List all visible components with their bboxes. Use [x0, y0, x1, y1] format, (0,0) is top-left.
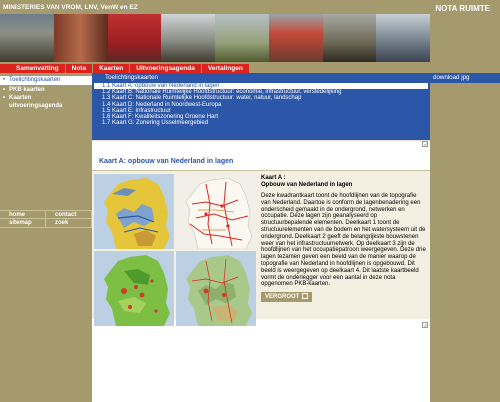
brand-title: NOTA RUIMTE [435, 4, 490, 13]
tab-samenvatting[interactable]: Samenvatting [0, 64, 65, 73]
right-column [430, 73, 500, 402]
map-list-item[interactable]: 1.7 Kaart G: Zonering Usselmeergebied [102, 120, 209, 127]
photo-bridge [376, 14, 430, 62]
map-ondergrond-image [94, 174, 174, 249]
kaart-subtitle: Opbouw van Nederland in lagen [261, 182, 353, 188]
map-occupatie-image [94, 251, 174, 326]
external-window-icon[interactable] [422, 322, 428, 328]
page-title: Kaart A: opbouw van Nederland in lagen [99, 158, 234, 165]
map-list-item[interactable]: 1.6 Kaart F: Kwaliteitszonering Groene Hart [102, 114, 219, 121]
photo-tower [269, 14, 323, 62]
contact-link[interactable]: contact [46, 210, 92, 219]
sidebar [0, 73, 92, 402]
map-list [92, 83, 430, 140]
external-window-icon[interactable] [422, 141, 428, 147]
sidebar-item-label: PKB kaarten [9, 87, 45, 93]
selection-header: Toelichtingskaarten [92, 73, 430, 83]
bottom-links-row-2 [0, 218, 92, 228]
photo-red-facade [108, 14, 162, 62]
sidebar-item-toelichtingskaarten[interactable] [0, 76, 92, 85]
map-samengesteld [176, 251, 256, 326]
map-samengesteld-image [176, 251, 256, 326]
photo-field [215, 14, 269, 62]
map-list-item[interactable]: 1.3 Kaart C: Nationale Ruimtelijke Hoofdstructuur: water, natuur, landschap [102, 95, 302, 102]
bullet-icon: • [3, 87, 6, 93]
ministry-title: MINISTERIES VAN VROM, LNV, VenW en EZ [3, 4, 138, 11]
header-right-panel [430, 0, 500, 62]
map-ondergrond [94, 174, 174, 249]
vergroot-label: VERGROOT [265, 294, 300, 301]
sidebar-item-label: Kaarten uitvoeringsagenda [9, 95, 63, 109]
map-list-item[interactable]: 1.1 Kaart A: opbouw van Nederland in lagen [94, 83, 428, 89]
header-photo-strip [0, 14, 430, 62]
sidebar-item-label: Toelichtingskaarten [9, 77, 61, 83]
map-list-item[interactable]: 1.5 Kaart E: Infrastructuur [102, 107, 171, 114]
kaart-description: Deze kwadrantkaart toont de hoofdlijnen van de topografie van Nederland. Daartoe is conform de lagenbenadering een onderscheid gemaakt in de ondergrond, netwerken en occupatie. Deze lagen zijn geanalyseerd op structuurbepalende elementen. Deelkaart 1 toont de structuurelementen van de bodem en het watersysteem uit de ondergrond. Deelkaart 2 geeft de belangrijkste bouwstenen weer van het infrastructuurnetwerk. Op deelkaart 3 zijn de hoofdlijnen van het occupatiepatroon weergegeven. Deze drie lagen tezamen geven een beeld van de manier waarop de topografie van Nederland in hoofdlijnen is opgebouwd. Dit beeld is weergegeven op deelkaart 4. Dit laatste kaartbeeld vormt de onderlegger voor een aantal in deze nota opgenomen PKB-kaarten. [261, 193, 426, 288]
kaart-title: Kaart A : [261, 175, 286, 181]
main-tabs [0, 64, 250, 73]
tab-uitvoeringsagenda[interactable]: Uitvoeringsagenda [130, 64, 201, 73]
photo-brick-building [54, 14, 108, 62]
map-list-item[interactable]: 1.4 Kaart D: Nederland in Noordwest-Europa [102, 101, 222, 108]
bullet-icon: • [3, 77, 6, 83]
vergroot-button[interactable] [261, 292, 312, 302]
photo-windmill [161, 14, 215, 62]
main-inner [92, 140, 430, 402]
map-quadrant-grid[interactable] [94, 174, 256, 326]
home-link[interactable]: home [0, 210, 46, 219]
tab-kaarten[interactable]: Kaarten [93, 64, 129, 73]
map-occupatie [94, 251, 174, 326]
sitemap-link[interactable]: sitemap [0, 218, 46, 227]
main-content [92, 140, 430, 402]
sidebar-item-pkb-kaarten[interactable] [0, 87, 92, 95]
tab-nota[interactable]: Nota [66, 64, 92, 73]
map-list-item[interactable]: 1.2 Kaart B: Nationale Ruimtelijke Hoofdstructuur: economie, infrastructuur, verstedelijking [102, 89, 342, 96]
bullet-icon: • [3, 95, 6, 101]
tab-vertalingen[interactable]: Vertalingen [202, 64, 249, 73]
map-netwerken [176, 174, 256, 249]
arrow-icon [302, 293, 308, 299]
download-jpg-link[interactable]: download jpg [430, 73, 500, 83]
description-column [261, 175, 426, 302]
photo-canal [323, 14, 377, 62]
zoek-link[interactable]: zoek [46, 218, 92, 227]
map-netwerken-image [176, 174, 256, 249]
content-area [92, 171, 430, 319]
sidebar-item-kaarten-uitvoeringsagenda[interactable] [0, 95, 92, 110]
photo-city [0, 14, 54, 62]
